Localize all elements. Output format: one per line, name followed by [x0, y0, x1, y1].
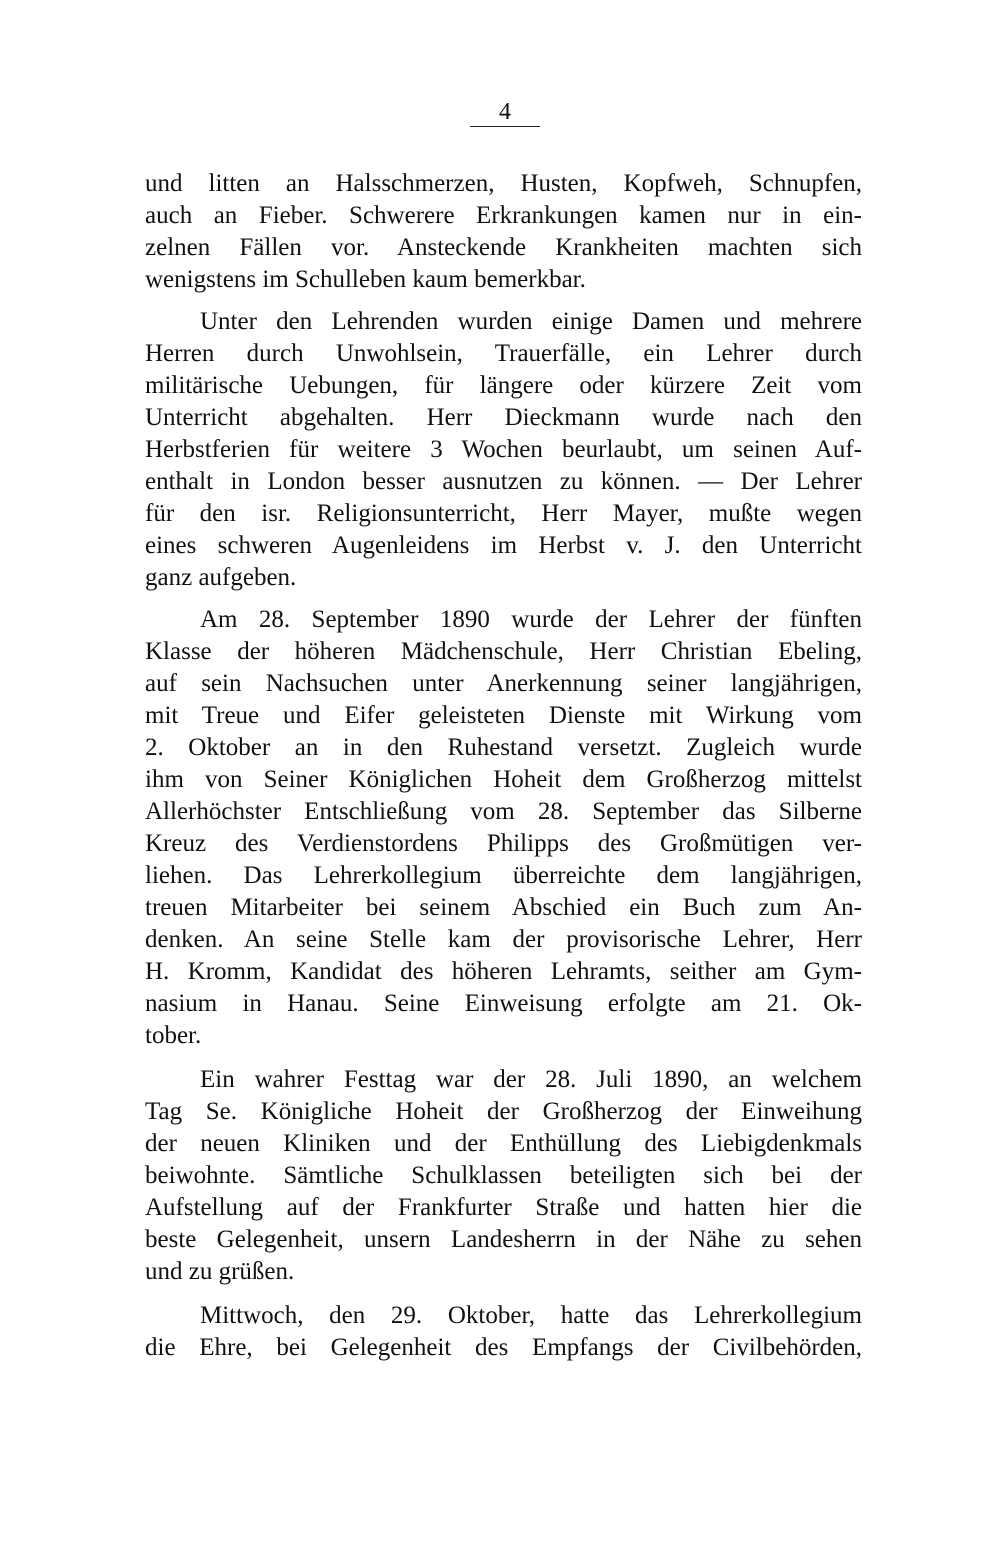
text-line: und litten an Halsschmerzen, Husten, Kopfweh, Schnupfen, — [145, 170, 862, 197]
text-line: Herbstferien für weitere 3 Wochen beurlaubt, um seinen Auf- — [145, 436, 862, 463]
text-line: und zu grüßen. — [145, 1258, 295, 1285]
text-line: der neuen Kliniken und der Enthüllung des Liebigdenkmals — [145, 1130, 862, 1157]
text-line: auch an Fieber. Schwerere Erkrankungen kamen nur in ein- — [145, 202, 862, 229]
text-line: ihm von Seiner Königlichen Hoheit dem Großherzog mittelst — [145, 766, 862, 793]
text-line: nasium in Hanau. Seine Einweisung erfolgte am 21. Ok- — [145, 990, 862, 1017]
text-line: auf sein Nachsuchen unter Anerkennung seiner langjährigen, — [145, 670, 862, 697]
text-line: eines schweren Augenleidens im Herbst v. J. den Unterricht — [145, 532, 862, 559]
text-line: militärische Uebungen, für längere oder kürzere Zeit vom — [145, 372, 862, 399]
text-line: Kreuz des Verdienstordens Philipps des Großmütigen ver- — [145, 830, 862, 857]
text-line: denken. An seine Stelle kam der provisorische Lehrer, Herr — [145, 926, 862, 953]
text-line: mit Treue und Eifer geleisteten Dienste mit Wirkung vom — [145, 702, 862, 729]
text-line: für den isr. Religionsunterricht, Herr Mayer, mußte wegen — [145, 500, 862, 527]
text-line: Mittwoch, den 29. Oktober, hatte das Lehrerkollegium — [200, 1302, 862, 1329]
text-line: Allerhöchster Entschließung vom 28. September das Silberne — [145, 798, 862, 825]
text-line: Unter den Lehrenden wurden einige Damen und mehrere — [200, 308, 862, 335]
text-line: ganz aufgeben. — [145, 564, 297, 591]
text-line: Tag Se. Königliche Hoheit der Großherzog der Einweihung — [145, 1098, 862, 1125]
text-line: Aufstellung auf der Frankfurter Straße und hatten hier die — [145, 1194, 862, 1221]
text-line: beste Gelegenheit, unsern Landesherrn in der Nähe zu sehen — [145, 1226, 862, 1253]
text-line: Unterricht abgehalten. Herr Dieckmann wurde nach den — [145, 404, 862, 431]
text-line: wenigstens im Schulleben kaum bemerkbar. — [145, 266, 586, 293]
text-line: H. Kromm, Kandidat des höheren Lehramts, seither am Gym- — [145, 958, 862, 985]
text-line: enthalt in London besser ausnutzen zu können. — Der Lehrer — [145, 468, 862, 495]
text-line: beiwohnte. Sämtliche Schulklassen beteiligten sich bei der — [145, 1162, 862, 1189]
text-line: liehen. Das Lehrerkollegium überreichte dem langjährigen, — [145, 862, 862, 889]
text-line: Klasse der höheren Mädchenschule, Herr Christian Ebeling, — [145, 638, 862, 665]
text-line: 2. Oktober an in den Ruhestand versetzt. Zugleich wurde — [145, 734, 862, 761]
text-line: Ein wahrer Festtag war der 28. Juli 1890, an welchem — [200, 1066, 862, 1093]
page-number-rule — [470, 126, 540, 127]
page-number: 4 — [499, 99, 511, 125]
text-line: zelnen Fällen vor. Ansteckende Krankheiten machten sich — [145, 234, 862, 261]
text-line: tober. — [145, 1022, 202, 1049]
text-line: die Ehre, bei Gelegenheit des Empfangs der Civilbehörden, — [145, 1334, 862, 1361]
text-line: treuen Mitarbeiter bei seinem Abschied ein Buch zum An- — [145, 894, 862, 921]
text-line: Herren durch Unwohlsein, Trauerfälle, ein Lehrer durch — [145, 340, 862, 367]
text-line: Am 28. September 1890 wurde der Lehrer der fünften — [200, 606, 862, 633]
